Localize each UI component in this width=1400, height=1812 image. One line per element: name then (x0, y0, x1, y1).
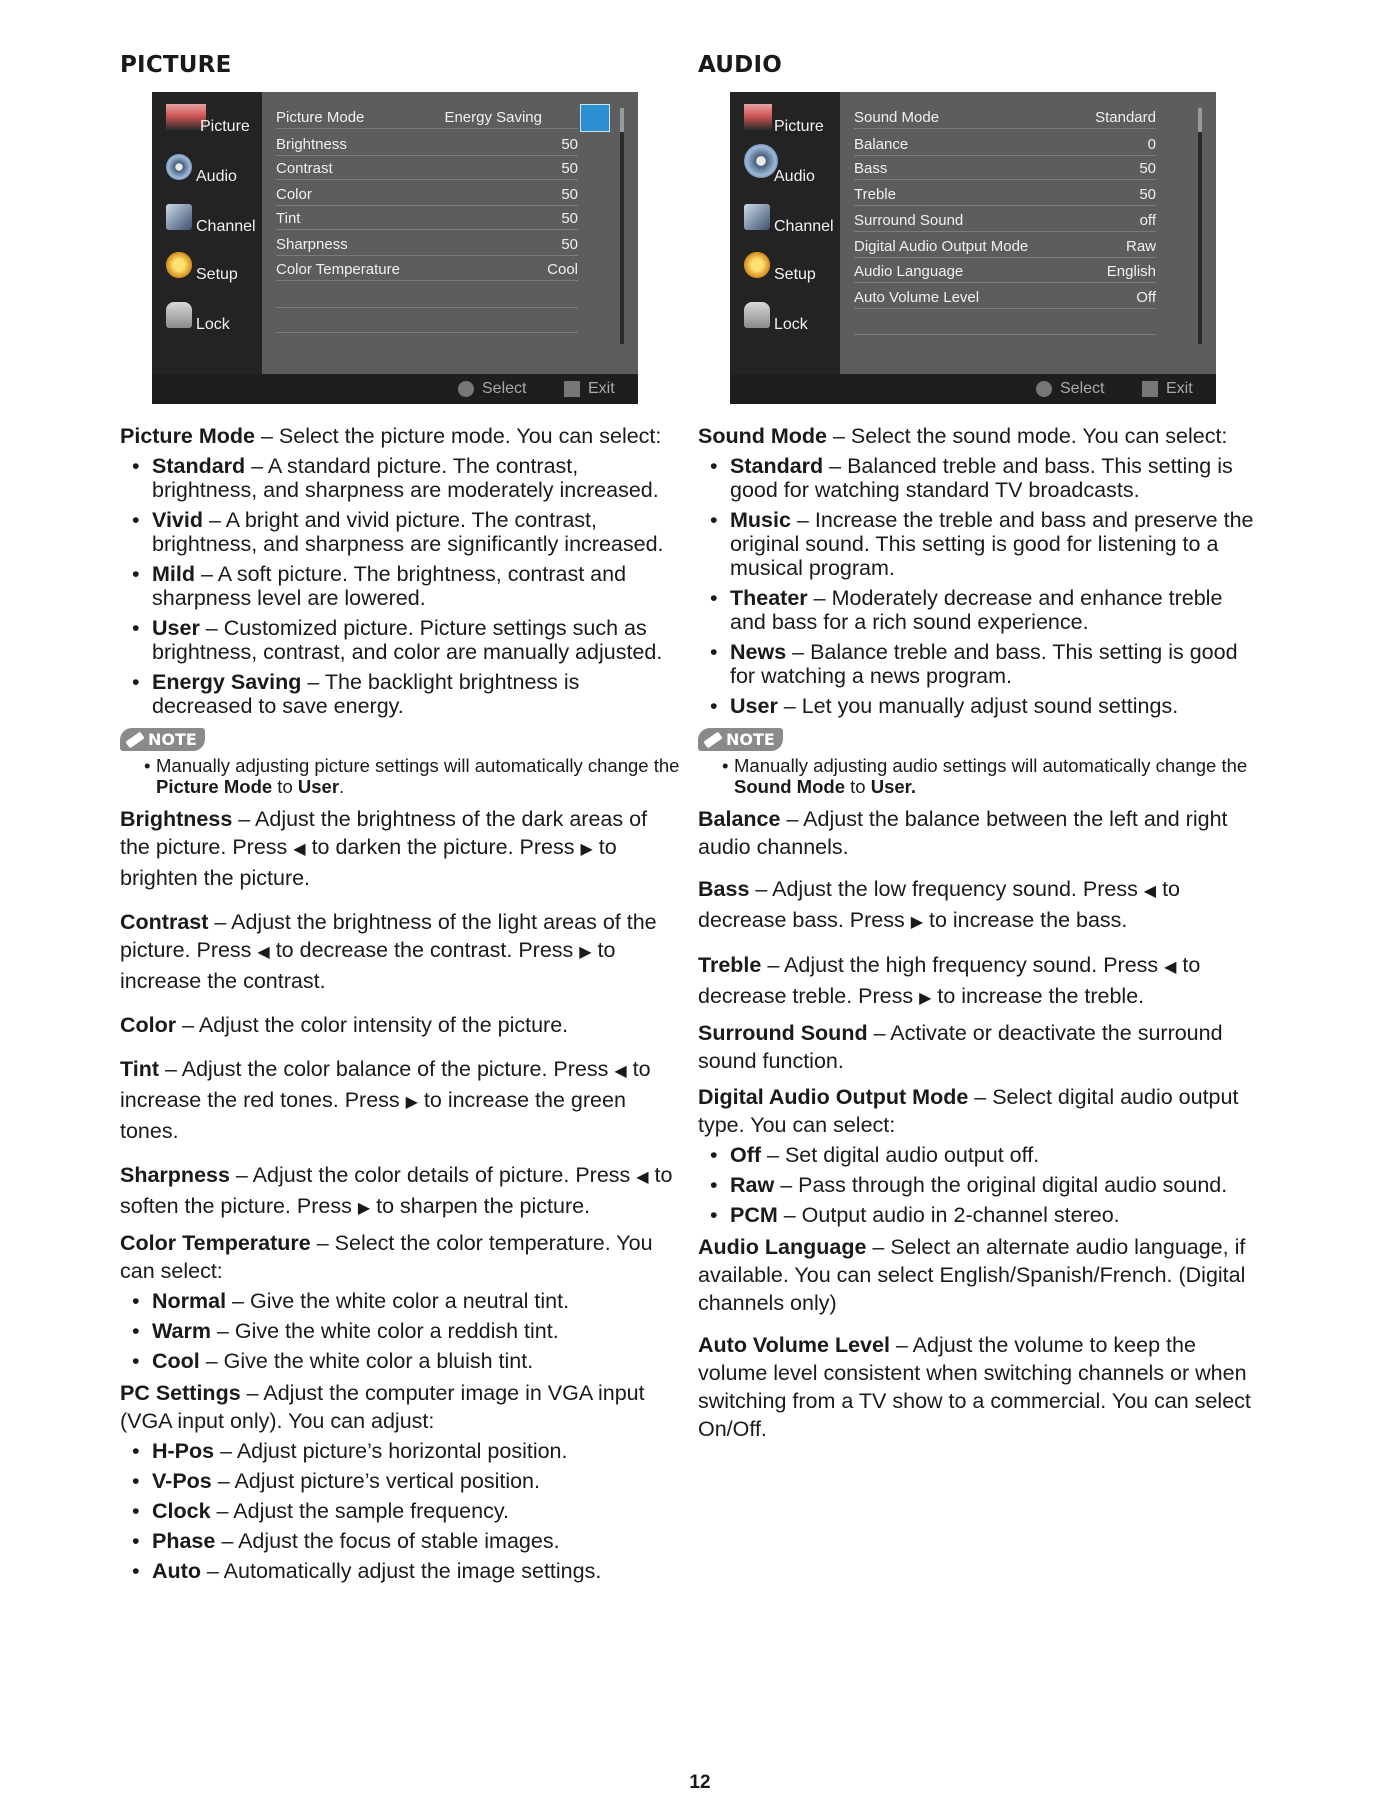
antenna-icon (744, 204, 770, 230)
brightness-paragraph: Brightness – Adjust the brightness of the dark areas of the picture. Press ◀ to darken the picture. Press ▶ to brighten the picture. (120, 807, 648, 890)
osd-empty-row (276, 285, 578, 308)
color-temperature-list (120, 1289, 680, 1373)
osd-side-label: Channel (774, 218, 834, 235)
osd-select-label: Select (482, 380, 527, 397)
osd-row-value: Off (1136, 288, 1156, 306)
balance-paragraph: Balance – Adjust the balance between the left and right audio channels. (698, 807, 1228, 859)
antenna-icon (166, 204, 192, 230)
list-item: • Theater – Moderately decrease and enhance treble and bass for a rich sound experience. (698, 586, 1258, 634)
osd-row-color (276, 183, 578, 206)
osd-side-item-setup (734, 252, 838, 292)
osd-side-label: Audio (196, 168, 237, 185)
list-item: • Phase – Adjust the focus of stable images. (120, 1529, 680, 1553)
osd-side-item-picture (156, 104, 260, 144)
osd-exit-label: Exit (588, 380, 615, 397)
list-item: • News – Balance treble and bass. This setting is good for watching a news program. (698, 640, 1258, 688)
treble-paragraph: Treble – Adjust the high frequency sound. Press ◀ to decrease treble. Press ▶ to increase the treble. (698, 953, 1201, 1008)
picture-osd-screenshot (152, 92, 638, 404)
left-arrow-icon: ◀ (636, 1169, 649, 1186)
osd-row-label: Balance (854, 135, 909, 153)
list-item: • User – Let you manually adjust sound settings. (698, 694, 1258, 718)
picture-icon (744, 104, 772, 130)
list-item: • Standard – A standard picture. The contrast, brightness, and sharpness are moderately increased. (120, 454, 680, 502)
osd-row-value: Standard (1095, 108, 1156, 126)
audio-language-paragraph: Audio Language – Select an alternate audio language, if available. You can select English/Spanish/French. (Digital channels only) (698, 1235, 1246, 1315)
osd-row-sharpness (276, 233, 578, 256)
osd-row-value: 50 (561, 209, 578, 227)
right-arrow-icon: ▶ (919, 990, 932, 1007)
osd-side-item-setup (156, 252, 260, 292)
audio-note (698, 728, 1258, 797)
osd-empty-row (276, 310, 578, 333)
osd-row-value: 50 (561, 159, 578, 177)
osd-sidebar (152, 92, 262, 374)
osd-row-color-temperature (276, 258, 578, 281)
audio-osd-screenshot (730, 92, 1216, 404)
picture-column (120, 52, 680, 1589)
osd-empty-row (854, 312, 1156, 335)
osd-row-value: 50 (561, 185, 578, 203)
list-item: • User – Customized picture. Picture settings such as brightness, contrast, and color are manually adjusted. (120, 616, 680, 664)
osd-side-label: Lock (774, 316, 808, 333)
desc: – Select the picture mode. You can select: (255, 424, 662, 448)
right-arrow-icon: ▶ (357, 1200, 371, 1217)
picture-mode-list (120, 454, 680, 718)
osd-row-label: Sound Mode (854, 108, 940, 126)
osd-row-label: Picture Mode (276, 108, 365, 126)
list-item: • Off – Set digital audio output off. (698, 1143, 1258, 1167)
osd-row-value: 50 (561, 235, 578, 253)
osd-row-surround-sound (854, 209, 1156, 232)
speaker-icon (744, 144, 778, 178)
list-item: • Warm – Give the white color a reddish tint. (120, 1319, 680, 1343)
exit-icon (564, 381, 580, 397)
osd-bottom-bar (152, 374, 638, 404)
osd-side-item-channel (156, 204, 260, 244)
osd-main-panel (840, 92, 1216, 374)
sound-mode-list (698, 454, 1258, 718)
list-item: • PCM – Output audio in 2-channel stereo. (698, 1203, 1258, 1227)
osd-row-brightness (276, 133, 578, 156)
digital-audio-output-paragraph: Digital Audio Output Mode – Select digital audio output type. You can select: (698, 1085, 1239, 1137)
digital-audio-output-list (698, 1143, 1258, 1227)
osd-row-label: Color Temperature (276, 260, 400, 278)
osd-side-item-channel (734, 204, 838, 244)
osd-exit-hint (564, 380, 615, 398)
osd-select-hint (1036, 380, 1104, 398)
color-temperature-paragraph: Color Temperature – Select the color temperature. You can select: (120, 1231, 653, 1283)
contrast-paragraph: Contrast – Adjust the brightness of the light areas of the picture. Press ◀ to decrease the contrast. Press ▶ to increase the contrast. (120, 910, 657, 993)
page-number: 12 (689, 1772, 711, 1793)
list-item: • Clock – Adjust the sample frequency. (120, 1499, 680, 1523)
list-item: • Mild – A soft picture. The brightness, contrast and sharpness level are lowered. (120, 562, 680, 610)
pc-settings-list (120, 1439, 680, 1583)
osd-scrollbar (620, 108, 624, 344)
osd-side-label: Setup (774, 266, 816, 283)
dpad-icon (1036, 381, 1052, 397)
osd-row-value: Raw (1125, 237, 1156, 255)
osd-row-value: 50 (561, 135, 578, 153)
osd-scrollbar (1198, 108, 1202, 344)
list-item: • Standard – Balanced treble and bass. This setting is good for watching standard TV broadcasts. (698, 454, 1258, 502)
osd-side-label: Setup (196, 266, 238, 283)
sharpness-paragraph: Sharpness – Adjust the color details of picture. Press ◀ to soften the picture. Press ▶ to sharpen the picture. (120, 1163, 673, 1218)
pencil-icon (125, 731, 144, 748)
list-item: • Raw – Pass through the original digital audio sound. (698, 1173, 1258, 1197)
osd-row-label: Surround Sound (854, 211, 964, 229)
osd-exit-hint (1142, 380, 1193, 398)
picture-heading: PICTURE (120, 52, 232, 78)
surround-paragraph: Surround Sound – Activate or deactivate the surround sound function. (698, 1021, 1223, 1073)
star-icon (166, 252, 192, 278)
osd-row-bass (854, 157, 1156, 180)
exit-icon (1142, 381, 1158, 397)
osd-row-label: Bass (854, 159, 888, 177)
pencil-icon (703, 731, 722, 748)
osd-row-value: English (1106, 262, 1156, 280)
osd-row-auto-volume (854, 286, 1156, 309)
osd-row-label: Contrast (276, 159, 333, 177)
osd-main-panel (262, 92, 638, 374)
note-text: • Manually adjusting picture settings will automatically change the Picture Mode to User. (120, 755, 680, 797)
term: Picture Mode (120, 424, 255, 448)
osd-row-label: Brightness (276, 135, 347, 153)
osd-row-sound-mode (854, 106, 1156, 129)
left-arrow-icon: ◀ (614, 1063, 627, 1080)
osd-side-item-lock (734, 302, 838, 342)
list-item: • Auto – Automatically adjust the image settings. (120, 1559, 680, 1583)
picture-mode-paragraph (120, 422, 680, 450)
right-arrow-icon: ▶ (910, 914, 924, 931)
energy-star-icon (580, 104, 610, 132)
osd-side-label: Lock (196, 316, 230, 333)
osd-row-value: Cool (547, 260, 578, 278)
list-item: • Music – Increase the treble and bass and preserve the original sound. This setting is good for listening to a musical program. (698, 508, 1258, 580)
osd-row-treble (854, 183, 1156, 206)
osd-row-label: Tint (276, 209, 301, 227)
osd-side-label: Picture (200, 118, 250, 135)
picture-note (120, 728, 680, 797)
osd-row-label: Audio Language (854, 262, 964, 280)
osd-side-item-audio (156, 154, 260, 194)
osd-row-label: Digital Audio Output Mode (854, 237, 1029, 255)
left-arrow-icon: ◀ (1143, 883, 1157, 900)
osd-row-contrast (276, 157, 578, 180)
lock-icon (744, 302, 770, 328)
list-item: • H-Pos – Adjust picture’s horizontal position. (120, 1439, 680, 1463)
osd-side-label: Audio (774, 168, 815, 185)
osd-sidebar (730, 92, 840, 374)
osd-bottom-bar (730, 374, 1216, 404)
right-arrow-icon: ▶ (579, 944, 592, 961)
list-item: • Cool – Give the white color a bluish tint. (120, 1349, 680, 1373)
osd-side-label: Channel (196, 218, 256, 235)
osd-select-hint (458, 380, 526, 398)
dpad-icon (458, 381, 474, 397)
left-arrow-icon: ◀ (1164, 959, 1177, 976)
list-item: • V-Pos – Adjust picture’s vertical position. (120, 1469, 680, 1493)
star-icon (744, 252, 770, 278)
right-arrow-icon: ▶ (405, 1094, 418, 1111)
pc-settings-paragraph: PC Settings – Adjust the computer image in VGA input (VGA input only). You can adjust: (120, 1381, 645, 1433)
right-arrow-icon: ▶ (580, 841, 593, 858)
sound-mode-paragraph: Sound Mode – Select the sound mode. You can select: (698, 424, 1228, 448)
audio-column (698, 52, 1258, 1443)
osd-row-balance (854, 133, 1156, 156)
tint-paragraph: Tint – Adjust the color balance of the picture. Press ◀ to increase the red tones. Press ▶ to increase the green tones. (120, 1057, 651, 1143)
list-item: • Normal – Give the white color a neutral tint. (120, 1289, 680, 1313)
osd-row-picture-mode (276, 106, 578, 129)
osd-side-item-lock (156, 302, 260, 342)
speaker-icon (166, 154, 192, 180)
osd-exit-label: Exit (1166, 380, 1193, 397)
auto-volume-paragraph: Auto Volume Level – Adjust the volume to keep the volume level consistent when switching channels or when switching from a TV show to a commercial. You can select On/Off. (698, 1333, 1251, 1441)
osd-row-value: Energy Saving (444, 108, 542, 126)
note-badge: NOTE (698, 728, 783, 751)
note-badge: NOTE (120, 728, 205, 751)
osd-row-audio-language (854, 260, 1156, 283)
left-arrow-icon: ◀ (257, 944, 270, 961)
osd-row-value: 0 (1147, 135, 1156, 153)
osd-row-label: Treble (854, 185, 896, 203)
lock-icon (166, 302, 192, 328)
osd-row-label: Color (276, 185, 312, 203)
audio-heading: AUDIO (698, 52, 782, 78)
list-item: • Vivid – A bright and vivid picture. The contrast, brightness, and sharpness are significantly increased. (120, 508, 680, 556)
bass-paragraph: Bass – Adjust the low frequency sound. Press ◀ to decrease bass. Press ▶ to increase the bass. (698, 877, 1181, 932)
list-item: • Energy Saving – The backlight brightness is decreased to save energy. (120, 670, 680, 718)
note-text: • Manually adjusting audio settings will automatically change the Sound Mode to User. (698, 755, 1258, 797)
osd-row-value: 50 (1139, 159, 1156, 177)
osd-row-value: 50 (1139, 185, 1156, 203)
color-paragraph: Color – Adjust the color intensity of the picture. (120, 1013, 569, 1037)
osd-side-label: Picture (774, 118, 824, 135)
osd-select-label: Select (1060, 380, 1105, 397)
osd-row-label: Sharpness (276, 235, 348, 253)
osd-row-tint (276, 207, 578, 230)
osd-row-digital-audio-output (854, 235, 1156, 258)
osd-side-item-audio (734, 154, 838, 194)
left-arrow-icon: ◀ (293, 841, 306, 858)
osd-row-label: Auto Volume Level (854, 288, 980, 306)
osd-side-item-picture (734, 104, 838, 144)
osd-row-value: off (1139, 211, 1156, 229)
